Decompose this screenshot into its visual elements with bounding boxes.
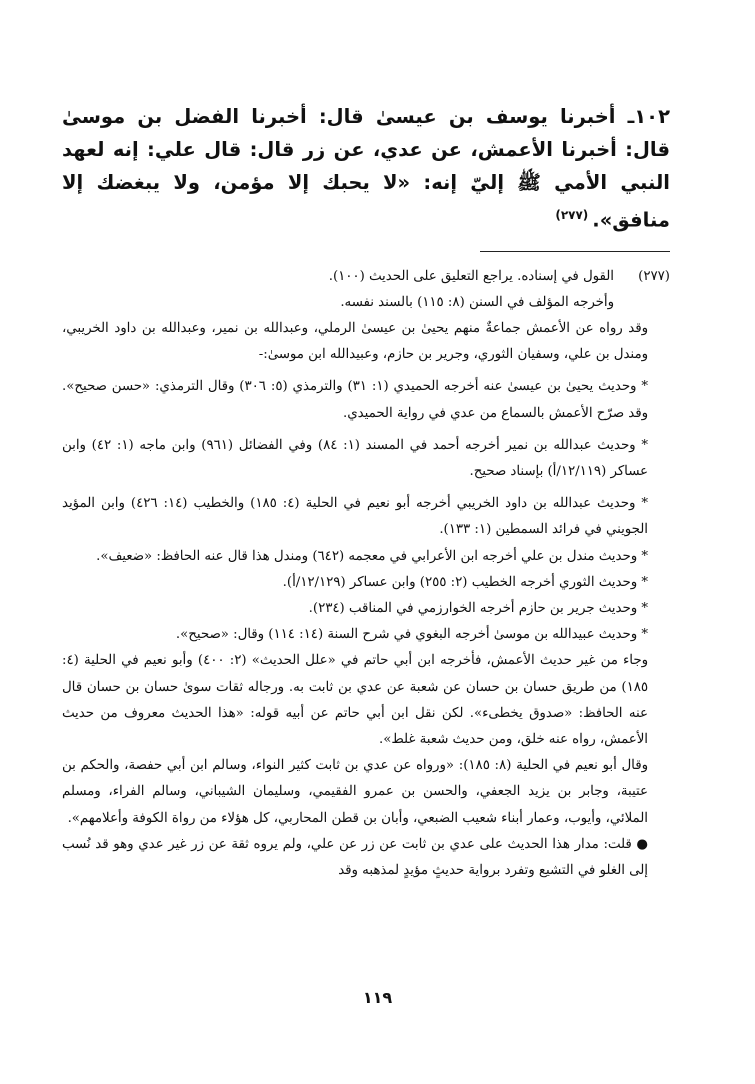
footnote-paragraph: وقال أبو نعيم في الحلية (٨: ١٨٥): «ورواه عن عدي بن ثابت كثير النواء، وسالم ابن أبي حفصة، والحكم بن عتيبة، وجابر بن يزيد الجعفي، والحسن بن عمرو الفقيمي، وسليمان الشيباني، وسالم الفراء، ومسلم الملائي، وأيوب، وعمار أبناء شعيب الضبعي، وأبان بن قطن المحاربي، كل هؤلاء من رواة الكوفة وأعلامهم». [62,758,648,826]
footnote-paragraph: وجاء من غير حديث الأعمش، فأخرجه ابن أبي حاتم في «علل الحديث» (٢: ٤٠٠) وأبو نعيم في الحلية (٤: ١٨٥) من طريق حسان بن حسان عن شعبة عن عدي بن ثابت به. ورجاله ثقات سوىٰ حسان بن حسان قال عنه الحافظ: «صدوق يخطىء». لكن نقل ابن أبي حاتم عن أبيه قوله: «هذا الحديث معروف من حديث الأعمش، رواه عنه خلق، ومن حديث شعبة غلط». [62,653,649,747]
footnote-head [62,264,670,316]
footnote-paragraph: * وحديث مندل بن علي أخرجه ابن الأعرابي في معجمه (٦٤٢) ومندل هذا قال عنه الحافظ: «ضعيف». [96,548,648,564]
footnote-reference: (٢٧٧) [555,208,589,222]
footnote-paragraph: * وحديث عبيدالله بن موسىٰ أخرجه البغوي في شرح السنة (١٤: ١١٤) وقال: «صحيح». [175,627,648,643]
footnote-number: (٢٧٧) [638,268,670,284]
hadith-text [62,100,670,237]
footnote-paragraph: * وحديث عبدالله بن داود الخريبي أخرجه أبو نعيم في الحلية (٤: ١٨٥) والخطيب (١٤: ٤٢٦) وابن المؤيد الجويني في فرائد السمطين (١: ١٣٣). [62,496,648,538]
hadith-body: ١٠٢ـ أخبرنا يوسف بن عيسىٰ قال: أخبرنا الفضل بن موسىٰ قال: أخبرنا الأعمش، عن عدي، عن زر قال: قال علي: إنه لعهد النبي الأمي ﷺ إليّ إنه: «لا يحبك إلا مؤمن، ولا يبغضك إلا منافق». [62,105,670,232]
footnote [62,264,670,885]
page-content [62,100,670,884]
page-number: ١١٩ [362,988,393,1007]
footnote-line: القول في إسناده. يراجع التعليق على الحديث (١٠٠). [328,268,614,284]
footnote-paragraph: وقد رواه عن الأعمش جماعةٌ منهم يحيىٰ بن عيسىٰ الرملي، وعبدالله بن نمير، وعبدالله بن داود الخريبي، ومندل بن علي، وسفيان الثوري، وجرير بن حازم، وعبيدالله ابن موسىٰ:- [62,320,648,363]
footnote-paragraph: * وحديث جرير بن حازم أخرجه الخوارزمي في المناقب (٢٣٤). [308,600,648,616]
footnote-divider [480,251,670,252]
footnote-paragraph: * وحديث يحيىٰ بن عيسىٰ عنه أخرجه الحميدي (١: ٣١) والترمذي (٥: ٣٠٦) وقال الترمذي: «حسن صحيح». وقد صرّح الأعمش بالسماع من عدي في رواية الحميدي. [62,379,648,421]
footnote-paragraph: ● قلت: مدار هذا الحديث على عدي بن ثابت عن زر عن علي، ولم يروه ثقة عن زر غير عدي وهو قد نُسب إلى الغلو في التشيع وتفرد برواية حديثٍ مؤيدٍ لمذهبه وقد [62,836,648,878]
footnote-paragraph: * وحديث عبدالله بن نمير أخرجه أحمد في المسند (١: ٨٤) وفي الفضائل (٩٦١) وابن ماجه (١: ٤٢) وابن عساكر (١٢/١١٩/أ) بإسناد صحيح. [62,437,648,479]
footnote-line: وأخرجه المؤلف في السنن (٨: ١١٥) بالسند نفسه. [340,294,614,310]
footnote-paragraph: * وحديث الثوري أخرجه الخطيب (٢: ٢٥٥) وابن عساكر (١٢/١٢٩/أ). [282,574,648,590]
